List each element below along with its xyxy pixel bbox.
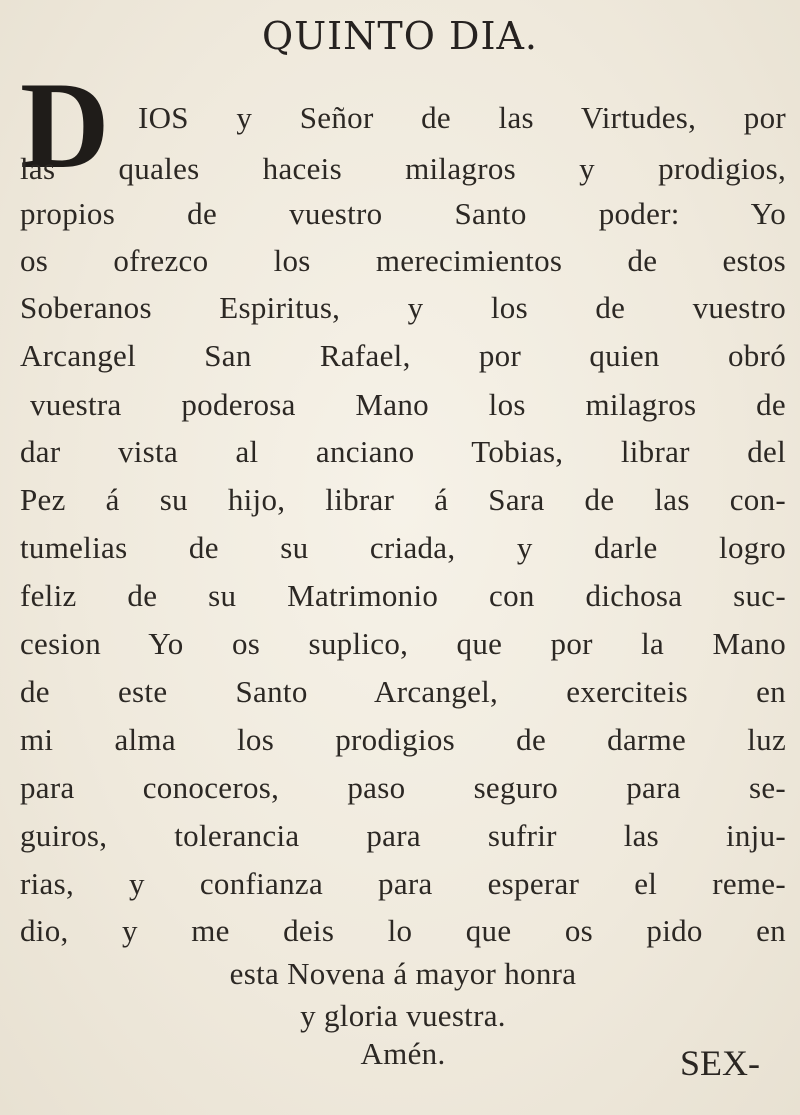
- text-line: rias, y confianza para esperar el reme-: [20, 866, 786, 901]
- catchword: SEX-: [680, 1043, 760, 1083]
- text-line: vuestra poderosa Mano los milagros de: [30, 387, 786, 422]
- text-line: mi alma los prodigios de darme luz: [20, 722, 786, 757]
- text-line: Soberanos Espiritus, y los de vuestro: [20, 290, 786, 325]
- drop-cap: D: [20, 57, 110, 194]
- page-heading: QUINTO DIA.: [261, 14, 539, 58]
- text-line: tumelias de su criada, y darle logro: [20, 530, 786, 565]
- text-line: IOS y Señor de las Virtudes, por: [138, 100, 786, 135]
- text-line: guiros, tolerancia para sufrir las inju-: [20, 818, 786, 853]
- text-line: Pez á su hijo, librar á Sara de las con-: [20, 482, 786, 517]
- text-line: dar vista al anciano Tobias, librar del: [20, 434, 786, 469]
- text-line: esta Novena á mayor honra: [229, 956, 577, 991]
- text-line: feliz de su Matrimonio con dichosa suc-: [20, 578, 786, 613]
- text-line: dio, y me deis lo que os pido en: [20, 913, 786, 948]
- text-line: Arcangel San Rafael, por quien obró: [20, 338, 786, 373]
- text-line: os ofrezco los merecimientos de estos: [20, 243, 786, 278]
- text-line: las quales haceis milagros y prodigios,: [20, 151, 786, 186]
- text-line: para conoceros, paso seguro para se-: [20, 770, 786, 805]
- text-line: de este Santo Arcangel, exerciteis en: [20, 674, 786, 709]
- text-line: Amén.: [360, 1036, 446, 1071]
- text-line: y gloria vuestra.: [300, 998, 506, 1033]
- text-line: propios de vuestro Santo poder: Yo: [20, 196, 786, 231]
- text-line: cesion Yo os suplico, que por la Mano: [20, 626, 786, 661]
